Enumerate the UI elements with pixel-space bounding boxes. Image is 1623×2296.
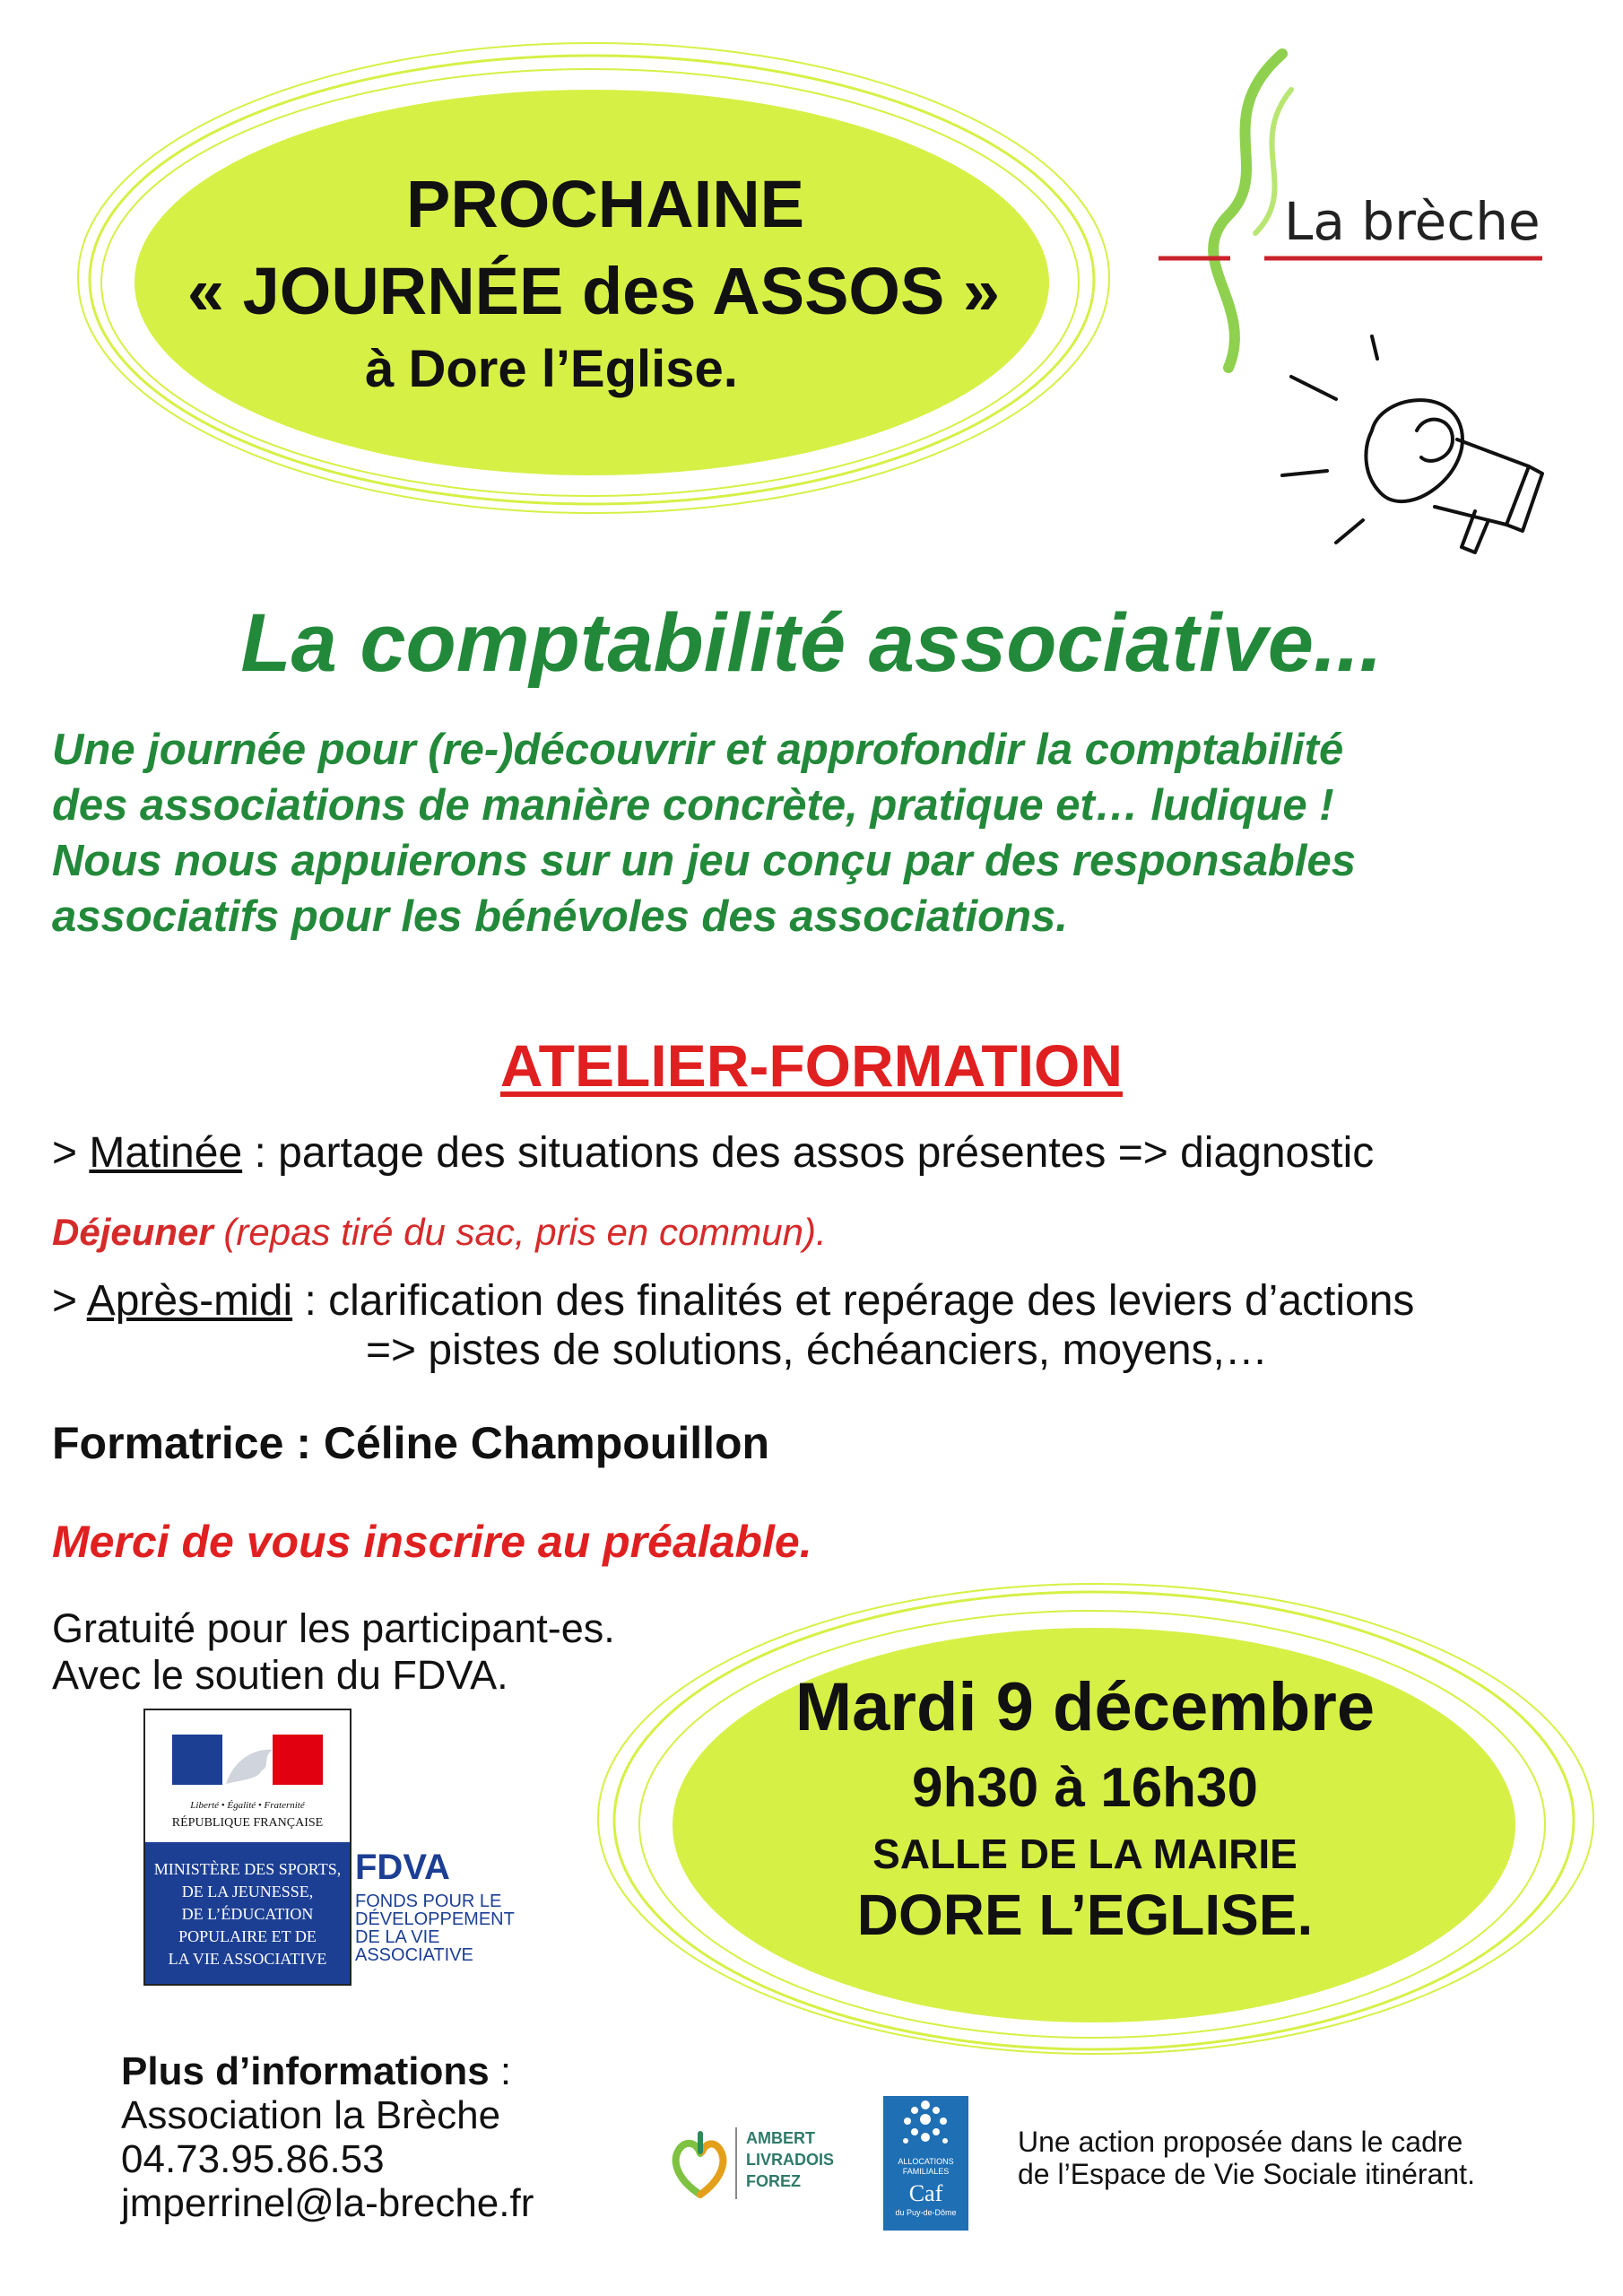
action-text — [1018, 2126, 1475, 2190]
ambert-line: LIVRADOIS — [746, 2151, 835, 2169]
fdva-title: FDVA — [355, 1848, 450, 1887]
main-heading: La comptabilité associative... — [240, 597, 1383, 689]
event-venue: SALLE DE LA MAIRIE — [872, 1831, 1298, 1877]
lunch-label: Déjeuner — [52, 1211, 213, 1253]
matinee-text: : partage des situations des assos présentes => diagnostic — [242, 1129, 1375, 1177]
intro-line: associatifs pour les bénévoles des associations. — [52, 892, 1068, 941]
aprem-line-2: => pistes de solutions, échéanciers, moyens,… — [366, 1326, 1268, 1374]
register-notice: Merci de vous inscrire au préalable. — [52, 1517, 812, 1567]
caf-family-icon — [883, 2096, 968, 2157]
fdva-line: DÉVELOPPEMENT — [355, 1909, 515, 1929]
ministry-line: DE LA JEUNESSE, — [181, 1883, 314, 1900]
matinee-prefix: > — [52, 1129, 90, 1177]
contact-email[interactable]: jmperrinel@la-breche.fr — [121, 2181, 534, 2225]
header-line-3: à Dore l’Eglise. — [365, 340, 738, 398]
action-line: de l’Espace de Vie Sociale itinérant. — [1018, 2158, 1475, 2190]
fdva-logo — [355, 1848, 515, 1964]
ministry-line: POPULAIRE ET DE — [178, 1927, 317, 1945]
caf-name: Caf — [908, 2180, 943, 2206]
event-time: 9h30 à 16h30 — [911, 1757, 1259, 1819]
free-line: Avec le soutien du FDVA. — [52, 1652, 508, 1698]
republique-logo — [143, 1709, 352, 1986]
la-breche-logo-text: La brèche — [1284, 191, 1541, 252]
aprem-label: Après-midi — [86, 1277, 293, 1325]
ambert-separator — [735, 2127, 737, 2199]
megaphone-icon — [1273, 332, 1578, 556]
contact-phone: 04.73.95.86.53 — [121, 2137, 385, 2181]
caf-line: ALLOCATIONS — [898, 2157, 954, 2166]
ministry-box — [145, 1842, 350, 1984]
republique-motto: Liberté • Égalité • Fraternité — [190, 1800, 305, 1811]
action-line: Une action proposée dans le cadre — [1018, 2126, 1463, 2158]
contact-heading — [121, 2049, 534, 2093]
caf-region: du Puy-de-Dôme — [895, 2208, 957, 2217]
aprem-prefix: > — [52, 1277, 87, 1325]
lunch-text: (repas tiré du sac, pris en commun). — [213, 1211, 827, 1253]
contact-label-suffix: : — [489, 2049, 512, 2093]
header-line-1: PROCHAINE — [405, 167, 805, 241]
ambert-text — [746, 2127, 834, 2192]
aprem-text: : clarification des finalités et repérage des leviers d’actions — [292, 1277, 1415, 1325]
header-line-2: « JOURNÉE des ASSOS » — [187, 254, 1001, 328]
event-town: DORE L’EGLISE. — [856, 1883, 1314, 1947]
ambert-heart-icon — [668, 2130, 733, 2202]
intro-line: des associations de manière concrète, pratique et… ludique ! — [52, 781, 1334, 830]
aprem-line — [52, 1276, 1414, 1326]
ministry-line: LA VIE ASSOCIATIVE — [168, 1950, 327, 1968]
intro-line: Nous nous appuierons sur un jeu conçu par des responsables — [52, 837, 1356, 885]
free-notice — [52, 1605, 615, 1699]
contact-block — [121, 2049, 534, 2225]
event-date: Mardi 9 décembre — [794, 1669, 1376, 1745]
fdva-subtitle — [355, 1892, 515, 1964]
ministry-line: DE L’ÉDUCATION — [181, 1905, 314, 1923]
matinee-line — [52, 1128, 1374, 1178]
ambert-line: AMBERT — [746, 2129, 815, 2147]
fdva-line: DE LA VIE — [355, 1927, 440, 1947]
free-line: Gratuité pour les participant-es. — [52, 1605, 615, 1651]
fdva-line: ASSOCIATIVE — [355, 1945, 473, 1965]
intro-paragraph — [52, 722, 1576, 944]
atelier-title: ATELIER-FORMATION — [499, 1032, 1124, 1099]
contact-org: Association la Brèche — [121, 2093, 501, 2137]
marianne-flag-icon — [172, 1730, 323, 1793]
contact-label: Plus d’informations — [121, 2049, 490, 2093]
event-blob — [556, 1578, 1623, 2063]
republique-name: RÉPUBLIQUE FRANÇAISE — [171, 1816, 324, 1830]
ministry-line: MINISTÈRE DES SPORTS, — [153, 1860, 342, 1878]
matinee-label: Matinée — [89, 1129, 243, 1177]
caf-line: FAMILIALES — [902, 2167, 950, 2176]
caf-logo — [883, 2096, 968, 2231]
trainer: Formatrice : Céline Champouillon — [52, 1418, 770, 1468]
intro-line: Une journée pour (re-)découvrir et approfondir la comptabilité — [52, 726, 1344, 774]
fdva-line: FONDS POUR LE — [355, 1892, 502, 1911]
lunch-line — [52, 1211, 827, 1254]
ambert-line: FOREZ — [746, 2172, 801, 2190]
